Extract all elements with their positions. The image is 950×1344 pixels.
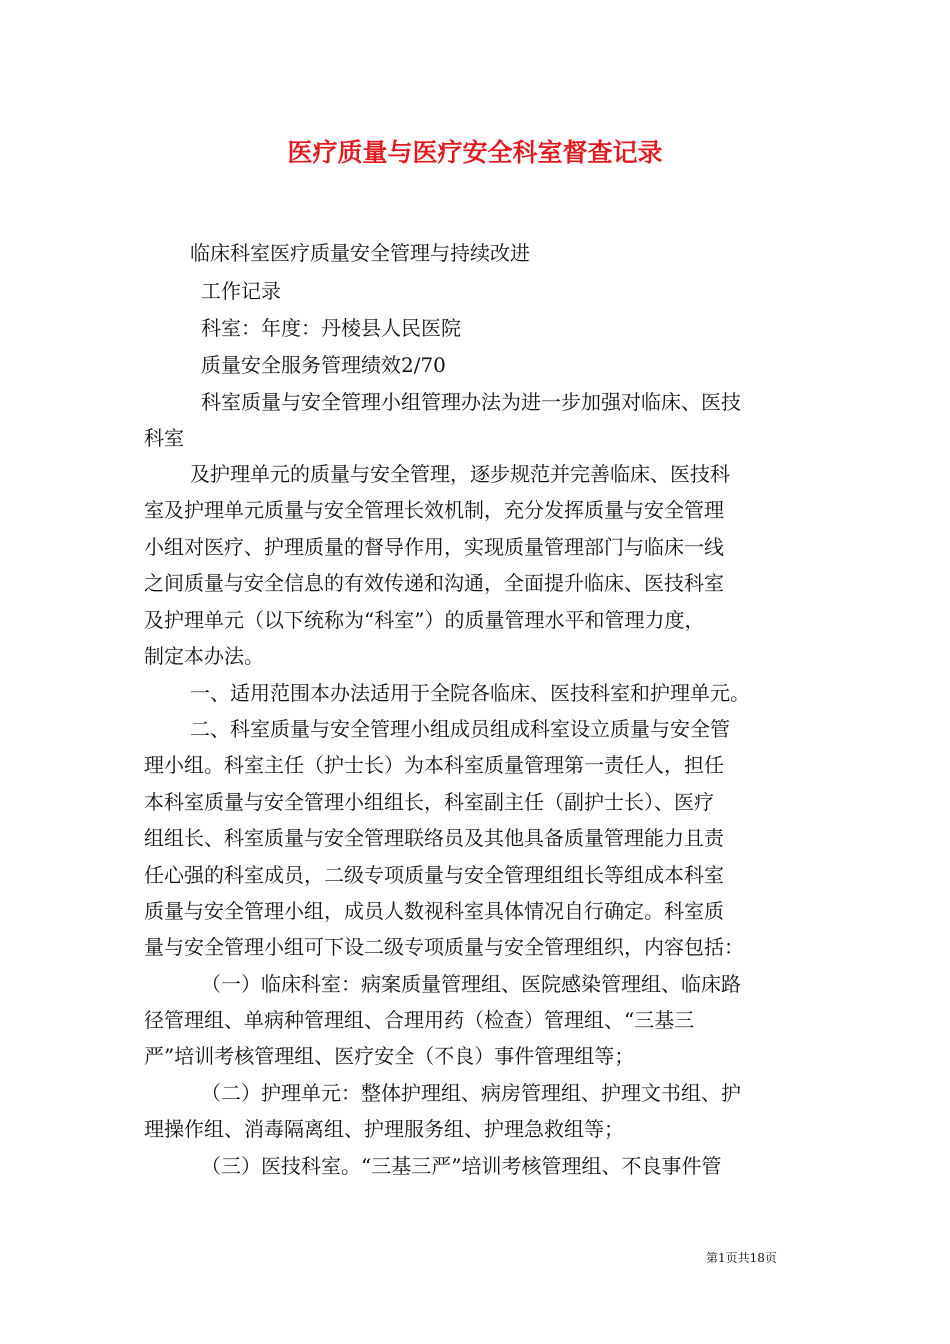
body-line: 严”培训考核管理组、医疗安全（不良）事件管理组等；: [144, 1044, 635, 1068]
body-line: 工作记录: [201, 279, 281, 303]
body-line: 本科室质量与安全管理小组组长，科室副主任（副护士长）、医疗: [144, 790, 714, 814]
body-line: 科室质量与安全管理小组管理办法为进一步加强对临床、医技: [201, 390, 741, 414]
body-line: 小组对医疗、护理质量的督导作用，实现质量管理部门与临床一线: [144, 535, 724, 559]
body-line: 室及护理单元质量与安全管理长效机制，充分发挥质量与安全管理: [144, 498, 724, 522]
body-line: （二）护理单元：整体护理组、病房管理组、护理文书组、护: [201, 1081, 741, 1105]
document-title: 医疗质量与医疗安全科室督查记录: [287, 138, 663, 167]
body-line: 一、适用范围本办法适用于全院各临床、医技科室和护理单元。: [190, 681, 750, 705]
body-line: 理小组。科室主任（护士长）为本科室质量管理第一责任人，担任: [144, 753, 724, 777]
body-line: 科室：年度：丹棱县人民医院: [201, 316, 461, 340]
body-line: 组组长、科室质量与安全管理联络员及其他具备质量管理能力且责: [144, 826, 724, 850]
body-line: 及护理单元的质量与安全管理，逐步规范并完善临床、医技科: [190, 462, 730, 486]
body-line: 理操作组、消毒隔离组、护理服务组、护理急救组等；: [144, 1117, 624, 1141]
body-line: 质量安全服务管理绩效2/70: [201, 353, 446, 377]
body-line: （一）临床科室：病案质量管理组、医院感染管理组、临床路: [201, 972, 741, 996]
body-line: 科室: [144, 426, 184, 450]
body-line: 及护理单元（以下统称为“科室”）的质量管理水平和管理力度，: [144, 608, 705, 632]
body-line: 制定本办法。: [144, 644, 264, 668]
body-line: 之间质量与安全信息的有效传递和沟通，全面提升临床、医技科室: [144, 571, 724, 595]
body-line: 二、科室质量与安全管理小组成员组成科室设立质量与安全管: [190, 717, 730, 741]
body-line: 径管理组、单病种管理组、合理用药（检查）管理组、“三基三: [144, 1008, 695, 1032]
page-number: 第1页共18页: [706, 1251, 777, 1265]
body-line: 任心强的科室成员，二级专项质量与安全管理组组长等组成本科室: [144, 863, 724, 887]
body-line: （三）医技科室。“三基三严”培训考核管理组、不良事件管: [201, 1154, 722, 1178]
body-line: 量与安全管理小组可下设二级专项质量与安全管理组织，内容包括：: [144, 935, 744, 959]
body-line: 质量与安全管理小组，成员人数视科室具体情况自行确定。科室质: [144, 899, 724, 923]
body-line: 临床科室医疗质量安全管理与持续改进: [190, 241, 530, 265]
